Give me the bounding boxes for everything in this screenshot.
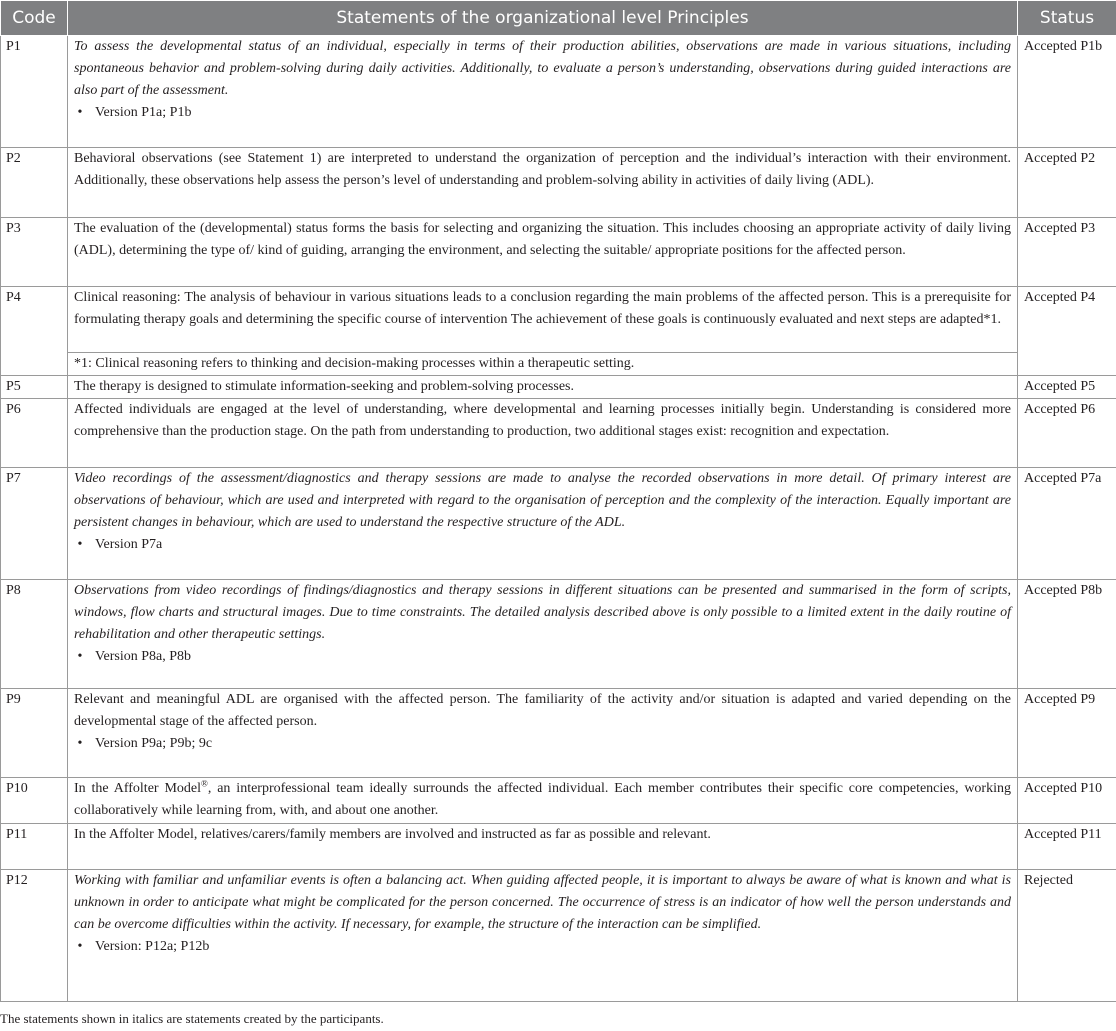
row-status: Accepted P1b <box>1018 36 1116 148</box>
version-text: Version P1a; P1b <box>95 105 192 120</box>
version-text: Version P8a, P8b <box>95 649 192 664</box>
row-code: P9 <box>1 689 68 778</box>
row-code: P2 <box>1 148 68 218</box>
table-row <box>1 778 1116 824</box>
row-statement <box>68 580 1018 689</box>
row-code: P3 <box>1 218 68 287</box>
table-row <box>1 468 1116 580</box>
table-row <box>1 218 1116 287</box>
table-row <box>1 580 1116 689</box>
bullet: • <box>77 537 83 552</box>
table-row <box>1 148 1116 218</box>
table-row <box>1 399 1116 468</box>
row-status: Accepted P11 <box>1018 824 1116 870</box>
row-statement: In the Affolter Model, relatives/carers/family members are involved and instructed as far as possible and relevant. <box>68 824 1018 870</box>
row-status: Accepted P6 <box>1018 399 1116 468</box>
row-code: P11 <box>1 824 68 870</box>
statement-text: To assess the developmental status of an individual, especially in terms of their production abilities, observations are made in various situations, including spontaneous behavior and problem-solving during daily activities. Additionally, to evaluate a person’s understanding, observations during guided interactions are also part of the assessment. <box>74 39 1011 98</box>
row-status: Accepted P8b <box>1018 580 1116 689</box>
row-code: P7 <box>1 468 68 580</box>
bullet: • <box>77 736 83 751</box>
row-statement: Affected individuals are engaged at the level of understanding, where developmental and learning processes initially begin. Understanding is considered more comprehensive than the production stage. On the path from understanding to production, two additional stages exist: recognition and expectation. <box>68 399 1018 468</box>
statement-text: Relevant and meaningful ADL are organised with the affected person. The familiarity of the activity and/or situation is adapted and varied depending on the developmental stage of the affected person. <box>74 692 1011 729</box>
statement-text-b: , an interprofessional team ideally surrounds the affected individual. Each member contributes their specific core competencies, working collaboratively while learning from, with, and about one another. <box>74 781 1011 818</box>
header-statement: Statements of the organizational level Principles <box>68 1 1018 36</box>
bullet: • <box>77 105 83 120</box>
table-row <box>1 376 1116 399</box>
row-status: Accepted P7a <box>1018 468 1116 580</box>
version-item <box>74 102 1011 124</box>
row-status: Accepted P5 <box>1018 376 1116 399</box>
statement-text: Observations from video recordings of findings/diagnostics and therapy sessions in different situations can be presented and summarised in the form of scripts, windows, flow charts and structural images. Due to time constraints. The detailed analysis described above is only possible to a limited extent in the daily routine of rehabilitation and other therapeutic settings. <box>74 583 1011 642</box>
row-statement: Clinical reasoning: The analysis of behaviour in various situations leads to a conclusion regarding the main problems of the affected person. This is a prerequisite for formulating therapy goals and determining the specific course of intervention The achievement of these goals is continuously evaluated and next steps are adapted*1. <box>68 287 1018 353</box>
row-code: P4 <box>1 287 68 376</box>
table-row <box>1 870 1116 1002</box>
row-status: Rejected <box>1018 870 1116 1002</box>
row-statement: The therapy is designed to stimulate information-seeking and problem-solving processes. <box>68 376 1018 399</box>
row-note: *1: Clinical reasoning refers to thinking and decision-making processes within a therapeutic setting. <box>68 353 1018 376</box>
row-statement <box>68 689 1018 778</box>
row-status: Accepted P9 <box>1018 689 1116 778</box>
version-text: Version P9a; P9b; 9c <box>95 736 213 751</box>
row-status: Accepted P2 <box>1018 148 1116 218</box>
row-status: Accepted P4 <box>1018 287 1116 376</box>
row-code: P10 <box>1 778 68 824</box>
version-item <box>74 936 1011 958</box>
version-item <box>74 534 1011 556</box>
row-statement: The evaluation of the (developmental) status forms the basis for selecting and organizing the situation. This includes choosing an appropriate activity of daily living (ADL), determining the type of/ kind of guiding, arranging the environment, and selecting the suitable/ appropriate positions for the affected person. <box>68 218 1018 287</box>
statement-text-a: In the Affolter Model <box>74 781 201 796</box>
version-item <box>74 733 1011 755</box>
row-statement <box>68 778 1018 824</box>
table-footnote: The statements shown in italics are statements created by the participants. <box>0 1011 384 1026</box>
row-status: Accepted P10 <box>1018 778 1116 824</box>
registered-mark: ® <box>201 778 208 789</box>
row-statement <box>68 870 1018 1002</box>
row-code: P1 <box>1 36 68 148</box>
row-statement <box>68 36 1018 148</box>
statement-text: Video recordings of the assessment/diagnostics and therapy sessions are made to analyse the recorded observations in more detail. Of primary interest are observations of behaviour, which are used and interpreted with regard to the organisation of perception and the complexity of the interaction. Equally important are persistent changes in behaviour, which are used to understand the respective structure of the ADL. <box>74 471 1011 530</box>
header-status: Status <box>1018 1 1116 36</box>
version-text: Version: P12a; P12b <box>95 939 210 954</box>
version-item <box>74 646 1011 668</box>
table-row <box>1 287 1116 353</box>
table-row <box>1 689 1116 778</box>
table-row <box>1 36 1116 148</box>
row-code: P5 <box>1 376 68 399</box>
version-text: Version P7a <box>95 537 163 552</box>
row-statement: Behavioral observations (see Statement 1) are interpreted to understand the organization of perception and the individual’s interaction with their environment. Additionally, these observations help assess the person’s level of understanding and problem-solving ability in activities of daily living (ADL). <box>68 148 1018 218</box>
bullet: • <box>77 649 83 664</box>
header-row <box>1 1 1116 36</box>
header-code: Code <box>1 1 68 36</box>
row-status: Accepted P3 <box>1018 218 1116 287</box>
row-code: P6 <box>1 399 68 468</box>
row-statement <box>68 468 1018 580</box>
bullet: • <box>77 939 83 954</box>
statement-text: Working with familiar and unfamiliar events is often a balancing act. When guiding affected people, it is important to always be aware of what is known and what is unknown in order to anticipate what might be complicated for the person concerned. The occurrence of stress is an indicator of how well the person understands and can be overcome difficulties within the activity. If necessary, for example, the structure of the interaction can be simplified. <box>74 873 1011 932</box>
table-row-note <box>1 353 1116 376</box>
row-code: P8 <box>1 580 68 689</box>
row-code: P12 <box>1 870 68 1002</box>
table-row <box>1 824 1116 870</box>
